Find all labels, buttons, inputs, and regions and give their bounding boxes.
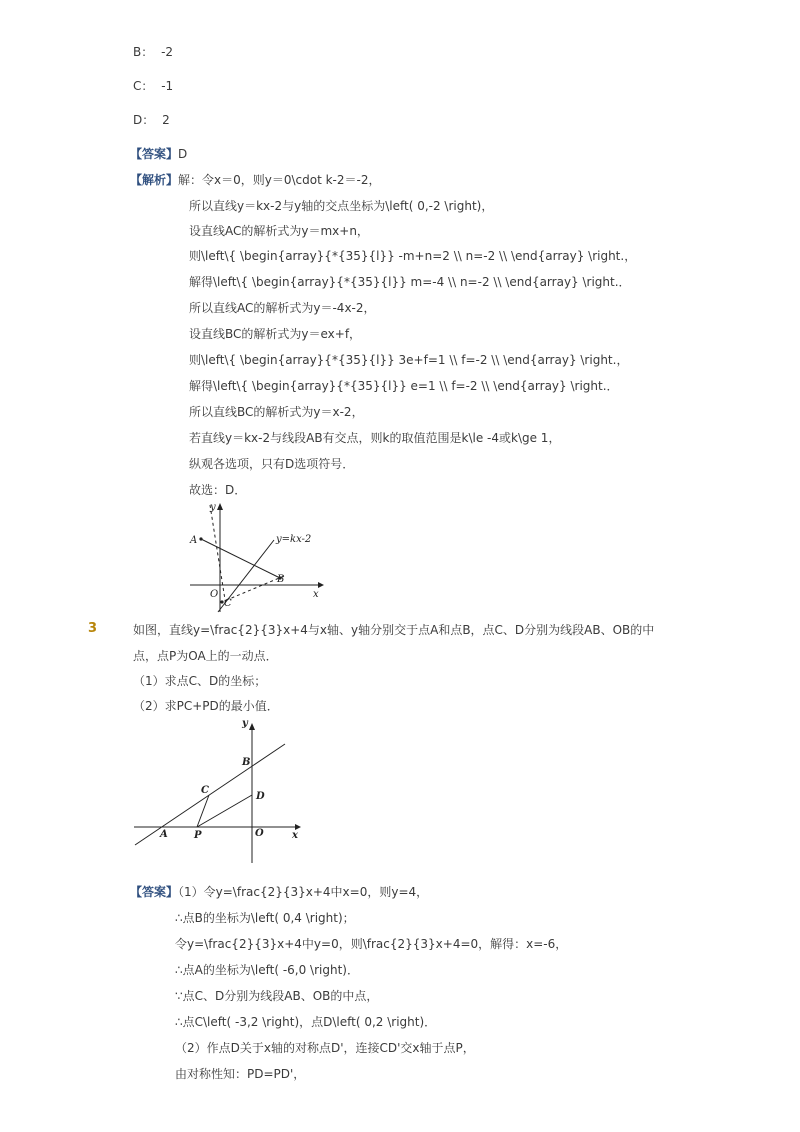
label-x: x	[313, 589, 319, 600]
analysis-tag: 【解析】	[130, 173, 179, 187]
analysis-line: 则\left\{ \begin{array}{*{35}{l}} -m+n=2 \\ n=-2 \\ \end{array} \right.，	[189, 249, 637, 263]
analysis-line: 解：令x＝0，则y＝0\cdot k-2＝-2，	[178, 173, 381, 187]
q3-sub2: （2）求PC+PD的最小值．	[133, 699, 279, 713]
option-c-value: -1	[161, 79, 174, 93]
label-x: x	[292, 830, 298, 841]
answer-tag: 【答案】	[130, 147, 179, 161]
segment-pd	[197, 795, 252, 827]
analysis-line: 解得\left\{ \begin{array}{*{35}{l}} m=-4 \\ n=-2 \\ \end{array} \right.．	[189, 275, 631, 289]
analysis-line: 故选：D．	[189, 483, 247, 497]
option-c	[133, 78, 173, 94]
analysis-line: 若直线y＝kx-2与线段AB有交点，则k的取值范围是k\le -4或k\ge 1，	[189, 431, 561, 445]
analysis-line: 解得\left\{ \begin{array}{*{35}{l}} e=1 \\ f=-2 \\ \end{array} \right.．	[189, 379, 619, 393]
analysis-line: 所以直线AC的解析式为y＝-4x-2，	[189, 301, 376, 315]
segment-ab	[201, 539, 280, 578]
label-b: B	[277, 574, 285, 585]
x-axis-arrow-icon	[318, 582, 324, 588]
option-d	[133, 112, 170, 128]
label-o: O	[255, 828, 264, 839]
answer-line: ∴点C\left( -3,2 \right)，点D\left( 0,2 \right)．	[175, 1015, 437, 1029]
answer-line: ∴点A的坐标为\left( -6,0 \right)．	[175, 963, 359, 977]
label-b: B	[242, 757, 251, 768]
analysis-line: 所以直线BC的解析式为y＝x-2，	[189, 405, 364, 419]
label-line: y=kx-2	[276, 534, 312, 545]
label-a: A	[160, 829, 168, 840]
label-c: C	[224, 598, 232, 609]
option-b-value: -2	[161, 45, 174, 59]
label-y: y	[210, 502, 216, 513]
analysis-line: 则\left\{ \begin{array}{*{35}{l}} 3e+f=1 \\ f=-2 \\ \end{array} \right.，	[189, 353, 629, 367]
y-axis-arrow-icon	[249, 723, 255, 730]
question-number: 3	[88, 621, 98, 636]
label-y: y	[242, 718, 248, 729]
label-o: O	[210, 589, 219, 600]
point-a	[199, 537, 202, 540]
q2-analysis-first	[130, 172, 381, 188]
option-d-value: 2	[162, 113, 170, 127]
answer-line: （2）作点D关于x轴的对称点D'，连接CD'交x轴于点P，	[175, 1041, 475, 1055]
answer-line: ∴点B的坐标为\left( 0,4 \right)；	[175, 911, 355, 925]
answer-value: D	[178, 147, 188, 161]
y-axis-arrow-icon	[217, 503, 223, 510]
analysis-line: 设直线AC的解析式为y＝mx+n，	[189, 224, 369, 238]
answer-tag: 【答案】	[130, 885, 179, 899]
answer-line: ∵点C、D分别为线段AB、OB的中点，	[175, 989, 379, 1003]
option-b-label: B：	[133, 45, 154, 59]
q3-answer-first	[130, 884, 428, 900]
label-p: P	[194, 830, 202, 841]
label-c: C	[201, 785, 209, 796]
q2-answer	[130, 146, 187, 162]
q3-stem-line2: 点，点P为OA上的一动点．	[133, 649, 278, 663]
analysis-line: 纵观各选项，只有D选项符号．	[189, 457, 355, 471]
q3-figure	[130, 716, 305, 866]
analysis-line: 所以直线y＝kx-2与y轴的交点坐标为\left( 0,-2 \right)，	[189, 199, 494, 213]
option-b	[133, 44, 173, 60]
q2-figure	[185, 498, 335, 613]
answer-line: （1）令y=\frac{2}{3}x+4中x=0，则y=4，	[178, 885, 429, 899]
option-d-label: D：	[133, 113, 155, 127]
answer-line: 令y=\frac{2}{3}x+4中y=0，则\frac{2}{3}x+4=0，解得：x=-6，	[175, 937, 568, 951]
analysis-line: 设直线BC的解析式为y＝ex+f，	[189, 327, 362, 341]
label-a: A	[190, 535, 198, 546]
q3-sub1: （1）求点C、D的坐标；	[133, 674, 267, 688]
option-c-label: C：	[133, 79, 154, 93]
q3-stem-line1: 如图，直线y=\frac{2}{3}x+4与x轴、y轴分别交于点A和点B，点C、D分别为线段AB、OB的中	[133, 623, 655, 637]
label-d: D	[256, 791, 265, 802]
answer-line: 由对称性知：PD=PD'，	[175, 1067, 306, 1081]
